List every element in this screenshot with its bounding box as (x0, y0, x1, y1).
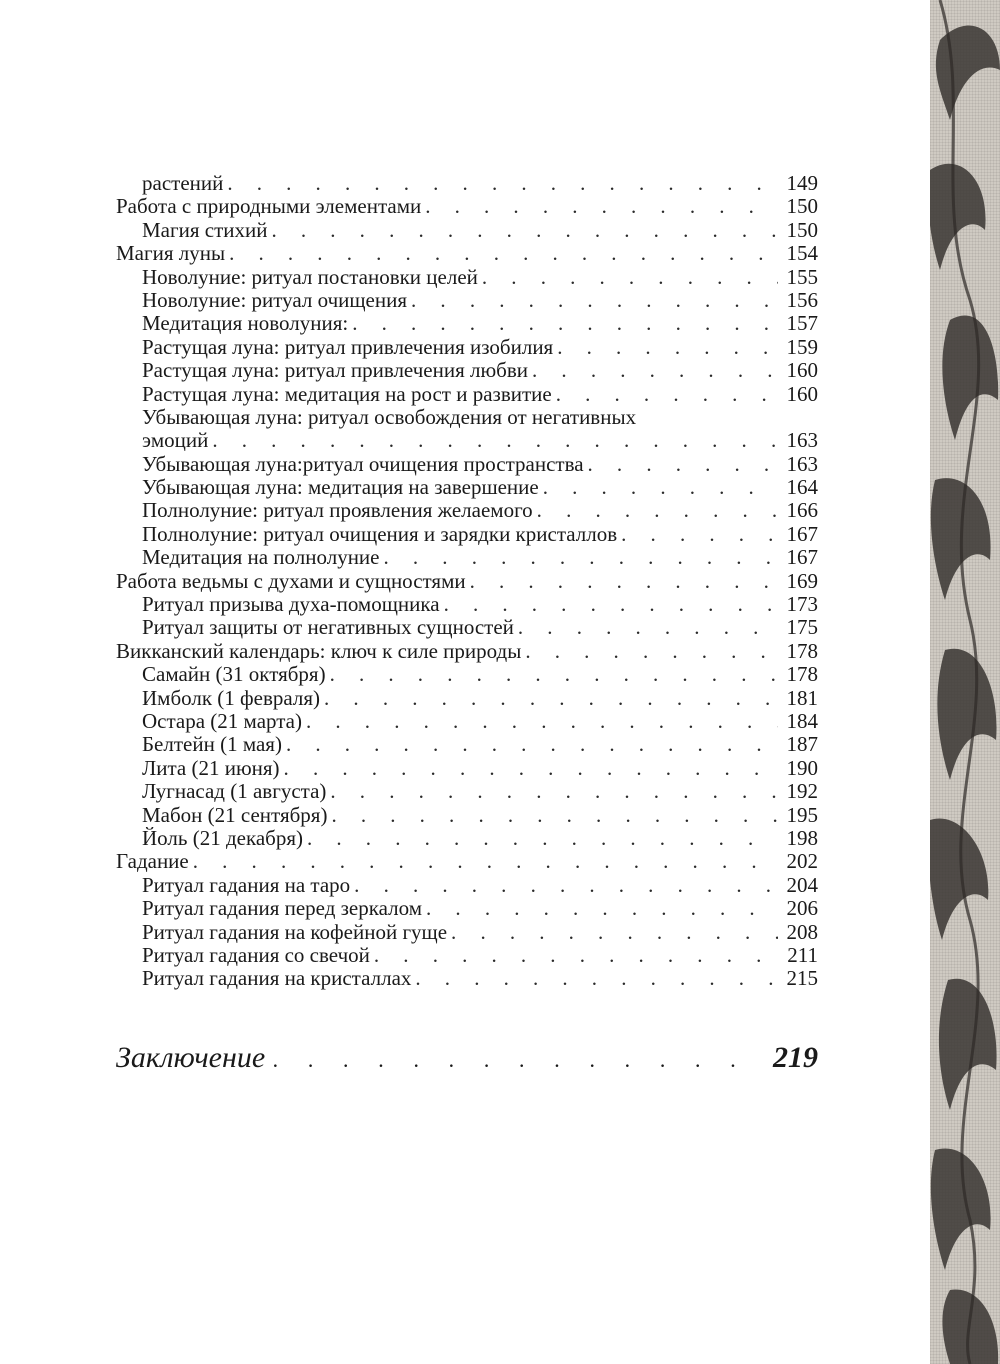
toc-entry-page-number: 163 (786, 428, 818, 453)
toc-entry[interactable] (116, 195, 818, 218)
toc-entry-title: Убывающая луна: ритуал освобождения от негативных (142, 404, 637, 429)
toc-entry-page-number: 175 (786, 615, 818, 640)
toc-entry-page-number: 192 (786, 779, 818, 804)
dot-leader (374, 944, 778, 967)
dot-leader (273, 1042, 765, 1078)
toc-entry-title: Ритуал гадания на таро (142, 872, 351, 897)
toc-entry-page-number: 160 (786, 381, 818, 406)
toc-entry-page-number: 215 (786, 966, 818, 991)
toc-entry-page-number: 206 (786, 896, 818, 921)
toc-entry[interactable] (116, 453, 818, 476)
dot-leader (415, 967, 778, 990)
toc-entry-title: Новолуние: ритуал постановки целей (142, 264, 478, 289)
toc-entry-title: Белтейн (1 мая) (142, 732, 282, 757)
toc-entry-page-number: 178 (786, 662, 818, 687)
toc-entry-page-number: 202 (786, 849, 818, 874)
toc-entry-title: Полнолуние: ритуал проявления желаемого (142, 498, 533, 523)
toc-entry[interactable] (116, 336, 818, 359)
toc-entry[interactable] (116, 383, 818, 406)
toc-entry[interactable] (116, 406, 818, 429)
toc-entry[interactable] (116, 593, 818, 616)
toc-entry-page-number: 208 (786, 919, 818, 944)
dot-leader (384, 546, 779, 569)
toc-entry[interactable] (116, 266, 818, 289)
toc-entry[interactable] (116, 827, 818, 850)
toc-entry-page-number: 169 (786, 568, 818, 593)
dot-leader (543, 476, 778, 499)
toc-entry-title: Лита (21 июня) (142, 755, 280, 780)
toc-entry-page-number: 157 (786, 311, 818, 336)
toc-entry-title: Мабон (21 сентября) (142, 802, 328, 827)
dot-leader (286, 733, 778, 756)
toc-entry[interactable] (116, 429, 818, 452)
conclusion-title: Заключение (116, 1041, 266, 1074)
toc-entry[interactable] (116, 523, 818, 546)
dot-leader (227, 172, 778, 195)
toc-entry-title: Ритуал гадания на кофейной гуще (142, 919, 448, 944)
toc-entry-page-number: 178 (786, 638, 818, 663)
toc-entry-page-number: 166 (786, 498, 818, 523)
toc-entry-page-number: 150 (786, 194, 818, 219)
toc-entry-title: Лугнасад (1 августа) (142, 779, 327, 804)
toc-entry-title: Новолуние: ритуал очищения (142, 287, 408, 312)
toc-entry-page-number: 173 (786, 592, 818, 617)
toc-entry[interactable] (116, 687, 818, 710)
toc-entry[interactable] (116, 757, 818, 780)
toc-entry-page-number: 190 (786, 755, 818, 780)
toc-entry-page-number: 155 (786, 264, 818, 289)
toc-entry-page-number: 164 (786, 475, 818, 500)
toc-entry-conclusion[interactable] (116, 1040, 818, 1078)
dot-leader (354, 874, 778, 897)
toc-entry-title: Ритуал призыва духа-помощника (142, 592, 440, 617)
dot-leader (444, 593, 778, 616)
dot-leader (324, 687, 778, 710)
toc-entry[interactable] (116, 967, 818, 990)
toc-entry[interactable] (116, 546, 818, 569)
dot-leader (306, 710, 778, 733)
dot-leader (482, 266, 778, 289)
toc-entry[interactable] (116, 640, 818, 663)
toc-entry-page-number: 156 (786, 287, 818, 312)
dot-leader (411, 289, 778, 312)
dot-leader (193, 850, 778, 873)
dot-leader (229, 242, 778, 265)
toc-entry-title: Магия луны (116, 241, 226, 266)
toc-entry-title: Работа с природными элементами (116, 194, 422, 219)
toc-entry-page-number: 187 (786, 732, 818, 757)
toc-entry-title: Викканский календарь: ключ к силе природы (116, 638, 522, 663)
toc-entry-title: Убывающая луна: медитация на завершение (142, 475, 539, 500)
dot-leader (212, 429, 778, 452)
dot-leader (518, 616, 778, 639)
toc-entry[interactable] (116, 850, 818, 873)
toc-entry-page-number: 160 (786, 358, 818, 383)
toc-entry[interactable] (116, 780, 818, 803)
table-of-contents (116, 172, 818, 991)
toc-entry-title: Гадание (116, 849, 189, 874)
toc-entry-title: Ритуал гадания перед зеркалом (142, 896, 423, 921)
conclusion-page-number: 219 (773, 1041, 818, 1074)
toc-entry-page-number: 149 (786, 171, 818, 195)
toc-entry-title: Растущая луна: ритуал привлечения любви (142, 358, 529, 383)
dot-leader (451, 921, 778, 944)
toc-entry-page-number: 211 (787, 942, 818, 967)
dot-leader (621, 523, 778, 546)
dot-leader (588, 453, 778, 476)
toc-entry[interactable] (116, 944, 818, 967)
oak-leaf-pattern-icon (930, 0, 1000, 1364)
toc-entry-title: Работа ведьмы с духами и сущностями (116, 568, 466, 593)
dot-leader (525, 640, 778, 663)
dot-leader (425, 195, 778, 218)
toc-entry-title: Растущая луна: ритуал привлечения изобилия (142, 334, 554, 359)
toc-entry[interactable] (116, 172, 818, 195)
toc-entry-page-number: 159 (786, 334, 818, 359)
toc-entry-title: Самайн (31 октября) (142, 662, 326, 687)
dot-leader (331, 804, 778, 827)
toc-entry[interactable] (116, 663, 818, 686)
toc-entry[interactable] (116, 476, 818, 499)
dot-leader (352, 312, 778, 335)
toc-entry-title: Убывающая луна:ритуал очищения пространства (142, 451, 584, 476)
toc-entry-title: Медитация новолуния: (142, 311, 349, 336)
dot-leader (557, 336, 778, 359)
dot-leader (532, 359, 778, 382)
dot-leader (330, 780, 778, 803)
toc-entry-title: Ритуал гадания на кристаллах (142, 966, 412, 991)
toc-entry[interactable] (116, 804, 818, 827)
dot-leader (330, 663, 778, 686)
toc-entry[interactable] (116, 359, 818, 382)
toc-entry-title: Магия стихий (142, 217, 268, 242)
toc-entry-title: Ритуал защиты от негативных сущностей (142, 615, 514, 640)
toc-entry[interactable] (116, 242, 818, 265)
toc-entry-title: Полнолуние: ритуал очищения и зарядки кристаллов (142, 521, 618, 546)
toc-entry-page-number: 181 (786, 685, 818, 710)
toc-entry[interactable] (116, 733, 818, 756)
toc-entry-page-number: 204 (786, 872, 818, 897)
toc-entry-title: Остара (21 марта) (142, 708, 302, 733)
toc-entry-page-number: 154 (786, 241, 818, 266)
toc-entry[interactable] (116, 897, 818, 920)
toc-entry[interactable] (116, 312, 818, 335)
toc-entry[interactable] (116, 710, 818, 733)
dot-leader (470, 570, 778, 593)
toc-entry-page-number: 167 (786, 521, 818, 546)
toc-entry-title: растений (142, 171, 224, 195)
toc-entry-page-number: 195 (786, 802, 818, 827)
toc-entry[interactable] (116, 874, 818, 897)
toc-entry[interactable] (116, 570, 818, 593)
dot-leader (537, 499, 778, 522)
toc-entry[interactable] (116, 499, 818, 522)
dot-leader (307, 827, 778, 850)
toc-entry-title: Йоль (21 декабря) (142, 825, 303, 850)
toc-entry[interactable] (116, 921, 818, 944)
toc-entry-page-number: 150 (786, 217, 818, 242)
dot-leader (271, 219, 778, 242)
toc-entry-title: Имболк (1 февраля) (142, 685, 321, 710)
toc-entry-title: эмоций (142, 428, 209, 453)
toc-entry-title: Ритуал гадания со свечой (142, 942, 370, 967)
dot-leader (426, 897, 778, 920)
toc-entry-title: Растущая луна: медитация на рост и развитие (142, 381, 552, 406)
toc-entry-page-number: 167 (786, 545, 818, 570)
toc-entry-title: Медитация на полнолуние (142, 545, 380, 570)
toc-entry-page-number: 163 (786, 451, 818, 476)
dot-leader (556, 383, 778, 406)
toc-entry-page-number: 184 (786, 708, 818, 733)
toc-entry[interactable] (116, 219, 818, 242)
dot-leader (284, 757, 778, 780)
toc-entry[interactable] (116, 289, 818, 312)
toc-entry[interactable] (116, 616, 818, 639)
toc-entry-page-number: 198 (786, 825, 818, 850)
